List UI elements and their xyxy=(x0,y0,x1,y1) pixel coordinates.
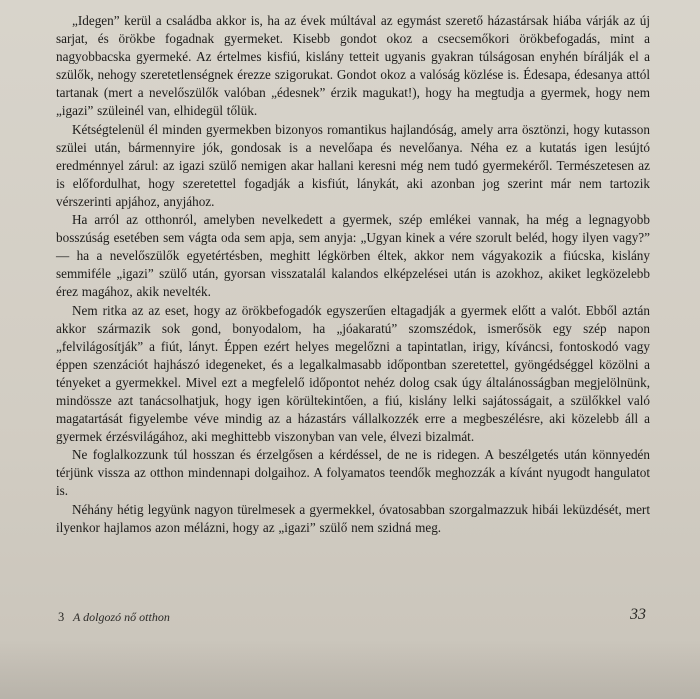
paragraph-2: Kétségtelenül él minden gyermekben bizonyos romantikus hajlandóság, amely arra ösztönzi, hogy kutasson szülei után, bármennyire jók, gondosak is a nevelőapa és nevelőanya. Néha ez a kutatás igen lesújtó eredménnyel zárul: az igazi szülő nemigen akar hallani keresni még nem tudó gyermekéről. Természetesen az is előfordulhat, hogy szeretettel fogadják a kisfiút, lánykát, aki azonban jog szerint már nem tartozik vérszerinti apjához, anyjához. xyxy=(56,121,650,209)
paragraph-1: „Idegen” kerül a családba akkor is, ha az évek múltával az egymást szerető házastársak hiába várják az új sarjat, és örökbe fogadnak gyermeket. Kisebb gondot okoz a csecsemőkori örökbefogadás, mint a nagyobbacska gyermeké. Az értelmes kisfiú, kislány tetteit ugyanis gyakran túlságosan enyhén bírálják el a szülők, nehogy szeretetlenségnek érezze szigorukat. Gondot okoz a valóság közlése is. Édesapa, édesanya attól tartanak (mert a nevelőszülők valóban „édesnek” érzik magukat!), hogy ha megtudja a gyermek, hogy nem „igazi” szüleinél van, elhidegül tőlük. xyxy=(56,13,650,119)
paragraph-6: Néhány hétig legyünk nagyon türelmesek a gyermekkel, óvatosabban szorgalmazzuk hibái leküzdését, mert ilyenkor hajlamos azon mélázni, hogy az „igazi” szülő nem szidná meg. xyxy=(56,501,650,535)
signature-text: A dolgozó nő otthon xyxy=(73,610,170,624)
bottom-margin xyxy=(0,640,700,699)
paragraph-3: Ha arról az otthonról, amelyben nevelkedett a gyermek, szép emlékei vannak, ha még a legnagyobb bosszúság esetében sem vágta oda sem apja, sem anyja: „Ugyan kinek a vére szorult beléd, hogy ilyen vagy?” — ha a nevelőszülők egyetértésben, meghitt légkörben éltek, akkor nem vágyakozik a fiúcska, kislány semmiféle „igazi” szülő után, gyorsan visszatalál kalandos elképzelései után is azokhoz, akiket legközelebb érez magához, akik nevelték. xyxy=(56,212,650,300)
body-text xyxy=(56,12,650,537)
paragraph-5: Ne foglalkozzunk túl hosszan és érzelgősen a kérdéssel, de ne is ridegen. A beszélgetés után könnyedén térjünk vissza az otthon mindennapi dolgaihoz. A folyamatos teendők meghozzák a kívánt nyugodt hangulatot is. xyxy=(56,447,650,499)
signature-number: 3 xyxy=(58,610,65,624)
page-footer xyxy=(58,608,650,630)
printer-signature xyxy=(58,610,170,625)
paragraph-4: Nem ritka az az eset, hogy az örökbefogadók egyszerűen eltagadják a gyermek előtt a valót. Ebből aztán akkor származik sok gond, bonyodalom, ha „jóakaratú” szomszédok, ismerősök egy szép napon „felvilágosítják” a fiút, lányt. Éppen ezért helyes megelőzni a tapintatlan, irigy, kíváncsi, fontoskodó vagy éppen szenzációt hajhászó idegeneket, és a legalkalmasabb időpontban szeretettel, gyöngédséggel közölni a tényeket a gyermekkel. Mivel ezt a megfelelő időpontot nehéz dolog csak úgy általánosságban megjelölnünk, mindössze azt tanácsolhatjuk, hogy igen körültekintően, a fiú, kislány lelki sajátosságait, a szülőkkel való magatartását figyelembe véve mindig az a házastárs vállalkozzék erre a megbeszélésre, aki közelebb áll a gyermek érzésvilágához, aki meghittebb viszonyban van vele, élvezi bizalmát. xyxy=(56,302,650,445)
page-number: 33 xyxy=(630,606,646,623)
